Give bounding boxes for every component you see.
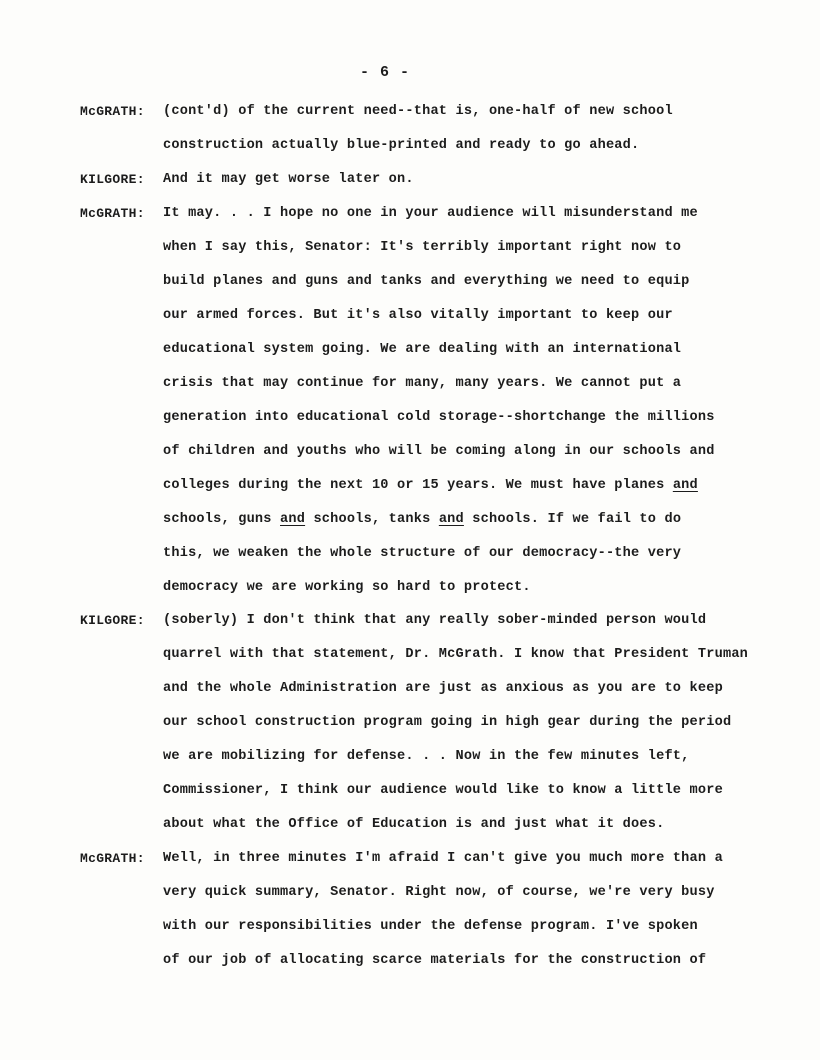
- text-line: And it may get worse later on.: [163, 172, 414, 187]
- speaker-label: McGRATH:: [80, 851, 145, 866]
- underlined-word: and: [438, 512, 464, 527]
- speech-text: [163, 197, 813, 605]
- text-segment: colleges during the next 10 or 15 years. We must have planes: [163, 478, 665, 493]
- text-line: when I say this, Senator: It's terribly important right now to: [163, 240, 682, 255]
- speech-text: [163, 604, 813, 842]
- text-line: construction actually blue-printed and ready to go ahead.: [163, 138, 640, 153]
- text-line: (soberly) I don't think that any really sober-minded person would: [163, 613, 707, 628]
- text-line: very quick summary, Senator. Right now, of course, we're very busy: [163, 885, 715, 900]
- text-line: Commissioner, I think our audience would like to know a little more: [163, 783, 723, 798]
- text-line: of our job of allocating scarce materials for the construction of: [163, 953, 707, 968]
- text-line: Well, in three minutes I'm afraid I can't give you much more than a: [163, 851, 723, 866]
- text-segment: schools, tanks: [313, 512, 431, 527]
- speech-text: [163, 842, 813, 978]
- text-line: (cont'd) of the current need--that is, one-half of new school: [163, 104, 673, 119]
- text-segment: schools. If we fail to do: [472, 512, 682, 527]
- text-line: quarrel with that statement, Dr. McGrath. I know that President Truman: [163, 647, 749, 662]
- text-line: It may. . . I hope no one in your audience will misunderstand me: [163, 206, 698, 221]
- text-line: we are mobilizing for defense. . . Now in the few minutes left,: [163, 749, 690, 764]
- underlined-word: and: [280, 512, 306, 527]
- speech-text: [163, 95, 813, 163]
- text-segment: schools, guns: [163, 512, 272, 527]
- text-line: educational system going. We are dealing with an international: [163, 342, 682, 357]
- speaker-label: McGRATH:: [80, 104, 145, 119]
- text-line: our armed forces. But it's also vitally important to keep our: [163, 308, 673, 323]
- text-line: this, we weaken the whole structure of our democracy--the very: [163, 546, 682, 561]
- text-line: generation into educational cold storage--shortchange the millions: [163, 410, 715, 425]
- speaker-label: KILGORE:: [80, 172, 145, 187]
- text-line: build planes and guns and tanks and everything we need to equip: [163, 274, 690, 289]
- text-line: [163, 503, 813, 537]
- text-line: crisis that may continue for many, many years. We cannot put a: [163, 376, 682, 391]
- text-line: democracy we are working so hard to protect.: [163, 580, 531, 595]
- text-line: our school construction program going in high gear during the period: [163, 715, 732, 730]
- speaker-label: McGRATH:: [80, 206, 145, 221]
- text-line: with our responsibilities under the defense program. I've spoken: [163, 919, 698, 934]
- text-line: about what the Office of Education is and just what it does.: [163, 817, 665, 832]
- underlined-word: and: [672, 478, 698, 493]
- speech-text: [163, 163, 813, 197]
- page-number: - 6 -: [359, 64, 410, 81]
- text-line: and the whole Administration are just as anxious as you are to keep: [163, 681, 723, 696]
- text-line: of children and youths who will be coming along in our schools and: [163, 444, 715, 459]
- text-line: [163, 469, 813, 503]
- speaker-label: KILGORE:: [80, 613, 145, 628]
